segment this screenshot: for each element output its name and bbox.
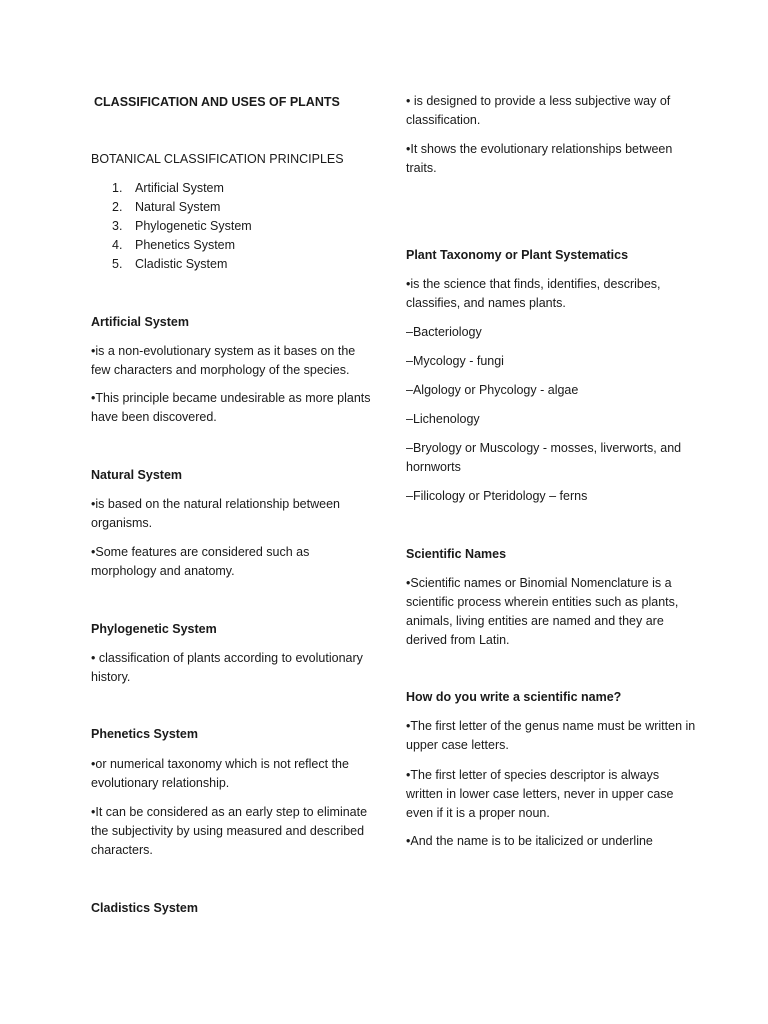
- scientific-names-heading: Scientific Names: [406, 547, 507, 561]
- taxonomy-heading: Plant Taxonomy or Plant Systematics: [406, 248, 629, 262]
- phenetics-paragraph-2: •It can be considered as an early step to eliminate the subjectivity by using measured and described characters.: [91, 805, 368, 857]
- phylogenetic-heading: Phylogenetic System: [91, 622, 217, 636]
- document-title: CLASSIFICATION AND USES OF PLANTS: [94, 95, 340, 109]
- list-item: 1. Artificial System: [112, 181, 224, 195]
- natural-paragraph-1: •is based on the natural relationship between organisms.: [91, 497, 340, 530]
- list-item: 4. Phenetics System: [112, 238, 236, 252]
- howto-heading: How do you write a scientific name?: [406, 690, 622, 704]
- taxonomy-item: –Algology or Phycology - algae: [406, 383, 579, 397]
- howto-paragraph-2: •The first letter of species descriptor is always written in lower case letters, never in upper case even if it is a proper noun.: [406, 768, 674, 820]
- cladistics-paragraph-1: • is designed to provide a less subjective way of classification.: [406, 94, 671, 127]
- taxonomy-paragraph-1: •is the science that finds, identifies, describes, classifies, and names plants.: [406, 277, 661, 310]
- phenetics-paragraph-1: •or numerical taxonomy which is not reflect the evolutionary relationship.: [91, 757, 349, 790]
- list-item: 2. Natural System: [112, 200, 221, 214]
- natural-paragraph-2: •Some features are considered such as morphology and anatomy.: [91, 545, 310, 578]
- scientific-names-paragraph-1: •Scientific names or Binomial Nomenclature is a scientific process wherein entities such as plants, animals, living entities are named and they are derived from Latin.: [406, 576, 679, 647]
- howto-paragraph-3: •And the name is to be italicized or underline: [406, 834, 653, 848]
- cladistics-paragraph-2: •It shows the evolutionary relationships between traits.: [406, 142, 673, 175]
- cladistics-heading: Cladistics System: [91, 901, 198, 915]
- principles-heading: BOTANICAL CLASSIFICATION PRINCIPLES: [91, 152, 344, 166]
- taxonomy-item: –Filicology or Pteridology – ferns: [406, 489, 588, 503]
- principles-list: [91, 179, 373, 274]
- artificial-paragraph-1: •is a non-evolutionary system as it bases on the few characters and morphology of the species.: [91, 344, 356, 377]
- taxonomy-item: –Bacteriology: [406, 325, 482, 339]
- taxonomy-item: –Mycology - fungi: [406, 354, 504, 368]
- list-item: 5. Cladistic System: [112, 257, 228, 271]
- taxonomy-item: –Lichenology: [406, 412, 480, 426]
- phenetics-heading: Phenetics System: [91, 727, 198, 741]
- list-item: 3. Phylogenetic System: [112, 219, 252, 233]
- taxonomy-item: –Bryology or Muscology - mosses, liverworts, and hornworts: [406, 441, 682, 474]
- natural-heading: Natural System: [91, 468, 183, 482]
- phylogenetic-paragraph-1: • classification of plants according to evolutionary history.: [91, 651, 363, 684]
- artificial-heading: Artificial System: [91, 315, 189, 329]
- howto-paragraph-1: •The first letter of the genus name must be written in upper case letters.: [406, 719, 696, 752]
- artificial-paragraph-2: •This principle became undesirable as more plants have been discovered.: [91, 391, 371, 424]
